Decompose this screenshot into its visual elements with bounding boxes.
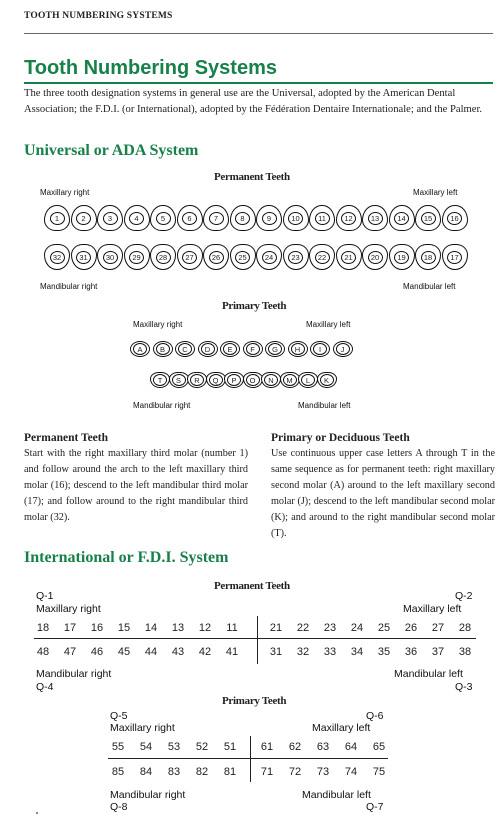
primary-lower-tooth-label: R [190,374,204,386]
permanent-upper-tooth [71,205,97,231]
permanent-teeth-heading: Permanent Teeth [24,432,109,444]
permanent-lower-tooth-label: 28 [156,251,171,264]
primary-upper-tooth-label: I [313,343,327,355]
fdi-lower-right-number: 47 [63,646,77,658]
permanent-upper-tooth-label: 11 [315,212,330,225]
permanent-lower-tooth [230,244,256,270]
permanent-lower-tooth-label: 21 [341,251,356,264]
fdi-q7-label: Q-7 [366,801,384,813]
permanent-upper-tooth [44,205,70,231]
universal-mandibular-arch [44,244,474,272]
primary-maxillary-right-label: Maxillary right [133,320,183,329]
primary-lower-tooth-label: L [301,374,315,386]
fdi-upper-left-number: 28 [458,622,472,634]
fdi-upper-right-number: 18 [36,622,50,634]
universal-primary-title: Primary Teeth [222,300,287,312]
permanent-lower-tooth [44,244,70,270]
primary-lower-tooth-label: M [283,374,297,386]
permanent-lower-tooth [203,244,229,270]
universal-maxillary-left-label: Maxillary left [413,188,458,197]
fdi-permanent-title: Permanent Teeth [214,580,290,592]
permanent-lower-tooth-label: 31 [76,251,91,264]
fdi-primary-mandibular-left-label: Mandibular left [302,789,371,801]
permanent-upper-tooth [203,205,229,231]
permanent-teeth-text: Start with the right maxillary third molar (number 1) and follow around the arch to the left maxillary third molar (16); descend to the left mandibular third molar (17); and follow around to the right mandibular third molar (32). [24,448,248,523]
fdi-lower-left-number: 33 [323,646,337,658]
header-rule [24,33,493,34]
fdi-lower-left-number: 38 [458,646,472,658]
permanent-upper-tooth-label: 7 [209,212,224,225]
primary-lower-tooth [280,372,300,388]
permanent-lower-tooth-label: 24 [262,251,277,264]
fdi-primary-horizontal-rule [108,758,388,759]
primary-lower-tooth-label: S [172,374,186,386]
primary-mandibular-arch [150,372,350,400]
fdi-upper-left-number: 22 [296,622,310,634]
permanent-upper-tooth [442,205,468,231]
permanent-teeth-column [24,432,248,526]
primary-lower-tooth [169,372,189,388]
permanent-upper-tooth-label: 15 [421,212,436,225]
permanent-upper-tooth-label: 16 [447,212,462,225]
permanent-upper-tooth-label: 4 [129,212,144,225]
permanent-lower-tooth-label: 30 [103,251,118,264]
fdi-primary-maxillary-left-label: Maxillary left [312,722,371,734]
fdi-upper-right-number: 17 [63,622,77,634]
primary-lower-tooth [243,372,263,388]
permanent-lower-tooth [336,244,362,270]
fdi-lower-right-number: 43 [171,646,185,658]
universal-permanent-title: Permanent Teeth [214,171,290,183]
fdi-maxillary-left-label: Maxillary left [403,603,462,615]
permanent-lower-tooth [389,244,415,270]
permanent-upper-tooth-label: 10 [288,212,303,225]
permanent-upper-tooth [336,205,362,231]
primary-upper-tooth-label: D [201,343,215,355]
fdi-primary-upper-right-number: 55 [111,741,125,753]
primary-lower-tooth [187,372,207,388]
primary-upper-tooth-label: F [246,343,260,355]
permanent-upper-tooth-label: 5 [156,212,171,225]
primary-maxillary-arch [130,341,370,369]
fdi-primary-upper-left-number: 65 [372,741,386,753]
primary-upper-tooth [265,341,285,357]
primary-upper-tooth [153,341,173,357]
fdi-primary-upper-left-number: 62 [288,741,302,753]
permanent-upper-tooth-label: 14 [394,212,409,225]
fdi-primary-lower-left-number: 74 [344,766,358,778]
permanent-lower-tooth [177,244,203,270]
permanent-lower-tooth-label: 18 [421,251,436,264]
fdi-lower-right-number: 45 [117,646,131,658]
primary-teeth-heading: Primary or Deciduous Teeth [271,432,410,444]
primary-upper-tooth [333,341,353,357]
fdi-lower-right-number: 44 [144,646,158,658]
fdi-heading: International or F.D.I. System [24,549,229,566]
permanent-lower-tooth [97,244,123,270]
fdi-lower-left-number: 32 [296,646,310,658]
fdi-primary-lower-left-number: 75 [372,766,386,778]
permanent-upper-tooth [177,205,203,231]
permanent-lower-tooth-label: 22 [315,251,330,264]
primary-upper-tooth [130,341,150,357]
fdi-primary-upper-left-number: 64 [344,741,358,753]
fdi-primary-maxillary-right-label: Maxillary right [110,722,175,734]
permanent-lower-tooth [71,244,97,270]
primary-lower-tooth-label: Q [209,374,223,386]
permanent-upper-tooth [283,205,309,231]
fdi-lower-right-number: 42 [198,646,212,658]
permanent-lower-tooth [283,244,309,270]
primary-mandibular-right-label: Mandibular right [133,401,191,410]
primary-lower-tooth-label: N [264,374,278,386]
fdi-maxillary-right-label: Maxillary right [36,603,101,615]
permanent-upper-tooth-label: 9 [262,212,277,225]
intro-paragraph: The three tooth designation systems in general use are the Universal, adopted by the American Dental Association; the F.D.I. (or International), adopted by the Fédération Dentaire Internationale; and the Palmer. [24,88,483,115]
primary-teeth-column [271,432,495,542]
fdi-permanent-horizontal-rule [34,638,476,639]
permanent-upper-tooth [230,205,256,231]
permanent-lower-tooth-label: 19 [394,251,409,264]
title-rule [24,82,493,84]
fdi-upper-right-number: 16 [90,622,104,634]
universal-maxillary-right-label: Maxillary right [40,188,90,197]
permanent-lower-tooth [442,244,468,270]
fdi-primary-upper-right-number: 52 [195,741,209,753]
permanent-upper-tooth-label: 1 [50,212,65,225]
permanent-lower-tooth [124,244,150,270]
fdi-q2-label: Q-2 [455,590,473,602]
primary-lower-tooth-label: K [320,374,334,386]
fdi-primary-upper-right-number: 51 [223,741,237,753]
running-header: TOOTH NUMBERING SYSTEMS [24,11,173,21]
fdi-mandibular-right-label: Mandibular right [36,668,112,680]
permanent-lower-tooth-label: 25 [235,251,250,264]
permanent-lower-tooth [150,244,176,270]
permanent-upper-tooth [97,205,123,231]
fdi-primary-upper-right-number: 54 [139,741,153,753]
permanent-upper-tooth-label: 2 [76,212,91,225]
fdi-primary-lower-left-number: 73 [316,766,330,778]
fdi-upper-left-number: 23 [323,622,337,634]
permanent-upper-tooth-label: 8 [235,212,250,225]
primary-upper-tooth-label: A [133,343,147,355]
fdi-lower-left-number: 36 [404,646,418,658]
permanent-lower-tooth-label: 23 [288,251,303,264]
fdi-primary-lower-right-number: 83 [167,766,181,778]
permanent-lower-tooth [309,244,335,270]
fdi-upper-left-number: 25 [377,622,391,634]
permanent-upper-tooth-label: 3 [103,212,118,225]
fdi-q3-label: Q-3 [455,681,473,693]
fdi-lower-right-number: 41 [225,646,239,658]
permanent-upper-tooth [124,205,150,231]
fdi-q5-label: Q-5 [110,710,128,722]
fdi-upper-right-number: 15 [117,622,131,634]
permanent-lower-tooth-label: 27 [182,251,197,264]
primary-lower-tooth [261,372,281,388]
primary-upper-tooth [310,341,330,357]
fdi-primary-lower-right-number: 84 [139,766,153,778]
fdi-primary-title: Primary Teeth [222,695,287,707]
primary-upper-tooth [288,341,308,357]
fdi-upper-left-number: 27 [431,622,445,634]
fdi-lower-left-number: 35 [377,646,391,658]
fdi-upper-left-number: 24 [350,622,364,634]
fdi-upper-left-number: 21 [269,622,283,634]
primary-lower-tooth [298,372,318,388]
fdi-upper-right-number: 11 [226,622,238,634]
primary-upper-tooth-label: J [336,343,350,355]
primary-upper-tooth-label: E [223,343,237,355]
primary-lower-tooth [150,372,170,388]
primary-teeth-text: Use continuous upper case letters A through T in the same sequence as for permanent teeth: right maxillary second molar (A) around to the left maxillary second molar (J); descend to the left mandibular second molar (K); and around to the right mandibular second molar (T). [271,448,495,539]
universal-mandibular-right-label: Mandibular right [40,282,98,291]
fdi-permanent-midline [257,616,258,664]
permanent-lower-tooth [362,244,388,270]
page-mark [36,812,38,814]
universal-maxillary-arch [44,205,474,233]
primary-upper-tooth [220,341,240,357]
permanent-upper-tooth-label: 6 [182,212,197,225]
fdi-lower-left-number: 34 [350,646,364,658]
primary-upper-tooth [243,341,263,357]
fdi-upper-right-number: 12 [198,622,212,634]
fdi-primary-upper-right-number: 53 [167,741,181,753]
fdi-upper-right-number: 13 [171,622,185,634]
fdi-primary-mandibular-right-label: Mandibular right [110,789,186,801]
permanent-lower-tooth [415,244,441,270]
permanent-upper-tooth [389,205,415,231]
permanent-lower-tooth-label: 17 [447,251,462,264]
fdi-primary-lower-right-number: 82 [195,766,209,778]
primary-lower-tooth-label: O [246,374,260,386]
permanent-lower-tooth-label: 29 [129,251,144,264]
fdi-q4-label: Q-4 [36,681,54,693]
fdi-q8-label: Q-8 [110,801,128,813]
primary-upper-tooth-label: B [156,343,170,355]
fdi-mandibular-left-label: Mandibular left [394,668,463,680]
permanent-lower-tooth-label: 26 [209,251,224,264]
fdi-upper-left-number: 26 [404,622,418,634]
permanent-lower-tooth-label: 20 [368,251,383,264]
fdi-primary-lower-right-number: 85 [111,766,125,778]
fdi-primary-lower-left-number: 72 [288,766,302,778]
primary-lower-tooth [206,372,226,388]
permanent-upper-tooth [415,205,441,231]
fdi-q6-label: Q-6 [366,710,384,722]
primary-maxillary-left-label: Maxillary left [306,320,351,329]
permanent-upper-tooth [309,205,335,231]
permanent-upper-tooth-label: 12 [341,212,356,225]
fdi-lower-left-number: 31 [269,646,283,658]
universal-heading: Universal or ADA System [24,142,199,159]
primary-upper-tooth [198,341,218,357]
primary-mandibular-left-label: Mandibular left [298,401,351,410]
primary-upper-tooth [175,341,195,357]
fdi-lower-right-number: 46 [90,646,104,658]
universal-mandibular-left-label: Mandibular left [403,282,456,291]
permanent-upper-tooth-label: 13 [368,212,383,225]
primary-lower-tooth [224,372,244,388]
primary-upper-tooth-label: G [268,343,282,355]
primary-lower-tooth-label: T [153,374,167,386]
permanent-upper-tooth [150,205,176,231]
fdi-upper-right-number: 14 [144,622,158,634]
fdi-q1-label: Q-1 [36,590,54,602]
fdi-primary-upper-left-number: 61 [260,741,274,753]
primary-lower-tooth-label: P [227,374,241,386]
page-title: Tooth Numbering Systems [24,57,277,79]
fdi-primary-midline [250,736,251,782]
primary-upper-tooth-label: H [291,343,305,355]
fdi-lower-right-number: 48 [36,646,50,658]
permanent-lower-tooth [256,244,282,270]
fdi-primary-upper-left-number: 63 [316,741,330,753]
fdi-primary-lower-right-number: 81 [223,766,237,778]
primary-upper-tooth-label: C [178,343,192,355]
primary-lower-tooth [317,372,337,388]
permanent-upper-tooth [362,205,388,231]
permanent-lower-tooth-label: 32 [50,251,65,264]
fdi-lower-left-number: 37 [431,646,445,658]
permanent-upper-tooth [256,205,282,231]
fdi-primary-lower-left-number: 71 [260,766,274,778]
